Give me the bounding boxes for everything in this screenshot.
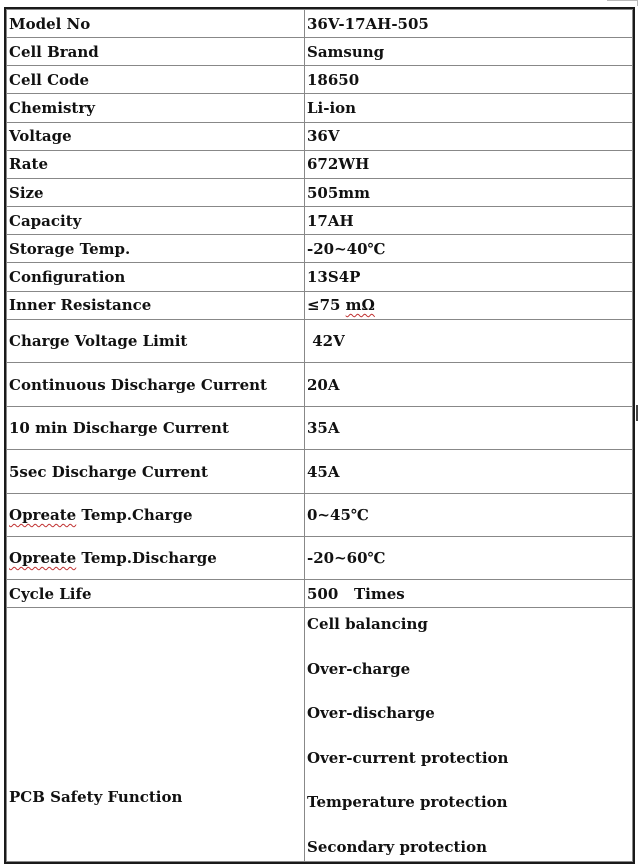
- row-label-capacity: Capacity: [7, 207, 305, 235]
- row-value-rate: 672WH: [305, 150, 633, 178]
- list-item: Over-charge: [307, 659, 411, 678]
- row-label-operate-temp-charge: [7, 493, 305, 536]
- table-row: [7, 150, 633, 178]
- row-value-pcb-safety: [305, 608, 633, 862]
- row-label-cell-brand: Cell Brand: [7, 38, 305, 66]
- row-value-cycle-life: 500 Times: [305, 580, 633, 608]
- row-label-operate-temp-discharge: [7, 536, 305, 579]
- misspelled-word: Opreate: [9, 549, 77, 568]
- row-value-capacity: 17AH: [305, 207, 633, 235]
- table-row: [7, 407, 633, 450]
- row-value-model-no: 36V-17AH-505: [305, 10, 633, 38]
- row-value-inner-resistance: [305, 291, 633, 319]
- inner-resistance-prefix: ≤75: [307, 296, 346, 315]
- row-value-storage-temp: -20~40℃: [305, 235, 633, 263]
- table-row: [7, 319, 633, 362]
- row-label-chemistry: Chemistry: [7, 94, 305, 122]
- row-value-cell-code: 18650: [305, 66, 633, 94]
- row-label-size: Size: [7, 178, 305, 206]
- page-corner-mark: [607, 0, 638, 6]
- table-row: [7, 10, 633, 38]
- row-label-model-no: Model No: [7, 10, 305, 38]
- table-row: [7, 38, 633, 66]
- label-rest: Temp.Charge: [76, 505, 193, 524]
- row-label-cell-code: Cell Code: [7, 66, 305, 94]
- row-value-chemistry: Li-ion: [305, 94, 633, 122]
- table-row: [7, 608, 633, 862]
- row-label-configuration: Configuration: [7, 263, 305, 291]
- row-value-configuration: 13S4P: [305, 263, 633, 291]
- inner-resistance-unit: mΩ: [345, 296, 375, 315]
- row-label-storage-temp: Storage Temp.: [7, 235, 305, 263]
- row-label-5sec-discharge: 5sec Discharge Current: [7, 450, 305, 493]
- row-value-size: 505mm: [305, 178, 633, 206]
- table-row: [7, 94, 633, 122]
- table-row: [7, 580, 633, 608]
- row-label-continuous-discharge: Continuous Discharge Current: [7, 362, 305, 406]
- table-row: [7, 263, 633, 291]
- table-row: [7, 291, 633, 319]
- row-value-10min-discharge: 35A: [305, 407, 633, 450]
- row-value-cell-brand: Samsung: [305, 38, 633, 66]
- row-label-voltage: Voltage: [7, 122, 305, 150]
- pcb-label: PCB Safety Function: [9, 788, 183, 807]
- row-label-charge-voltage-limit: Charge Voltage Limit: [7, 319, 305, 362]
- row-label-inner-resistance: Inner Resistance: [7, 291, 305, 319]
- table-row: [7, 66, 633, 94]
- table-row: [7, 235, 633, 263]
- list-item: Temperature protection: [307, 793, 508, 812]
- table-row: [7, 493, 633, 536]
- list-item: Over-current protection: [307, 748, 509, 767]
- list-item: Secondary protection: [307, 837, 488, 856]
- table-row: [7, 362, 633, 406]
- row-value-continuous-discharge: 20A: [305, 362, 633, 406]
- misspelled-word: Opreate: [9, 505, 77, 524]
- row-value-voltage: 36V: [305, 122, 633, 150]
- table-row: [7, 207, 633, 235]
- table-row: [7, 450, 633, 493]
- pcb-function-list: [307, 608, 632, 861]
- list-item: Cell balancing: [307, 615, 428, 634]
- row-value-operate-temp-charge: 0~45℃: [305, 493, 633, 536]
- list-item: Over-discharge: [307, 704, 435, 723]
- row-value-5sec-discharge: 45A: [305, 450, 633, 493]
- row-label-cycle-life: Cycle Life: [7, 580, 305, 608]
- table-row: [7, 536, 633, 579]
- battery-spec-table: [6, 9, 633, 862]
- row-label-pcb-safety: [7, 608, 305, 862]
- spec-sheet: [4, 7, 635, 864]
- table-row: [7, 178, 633, 206]
- table-row: [7, 122, 633, 150]
- row-label-10min-discharge: 10 min Discharge Current: [7, 407, 305, 450]
- label-rest: Temp.Discharge: [76, 549, 217, 568]
- row-value-charge-voltage-limit: 42V: [305, 319, 633, 362]
- row-value-operate-temp-discharge: -20~60℃: [305, 536, 633, 579]
- row-label-rate: Rate: [7, 150, 305, 178]
